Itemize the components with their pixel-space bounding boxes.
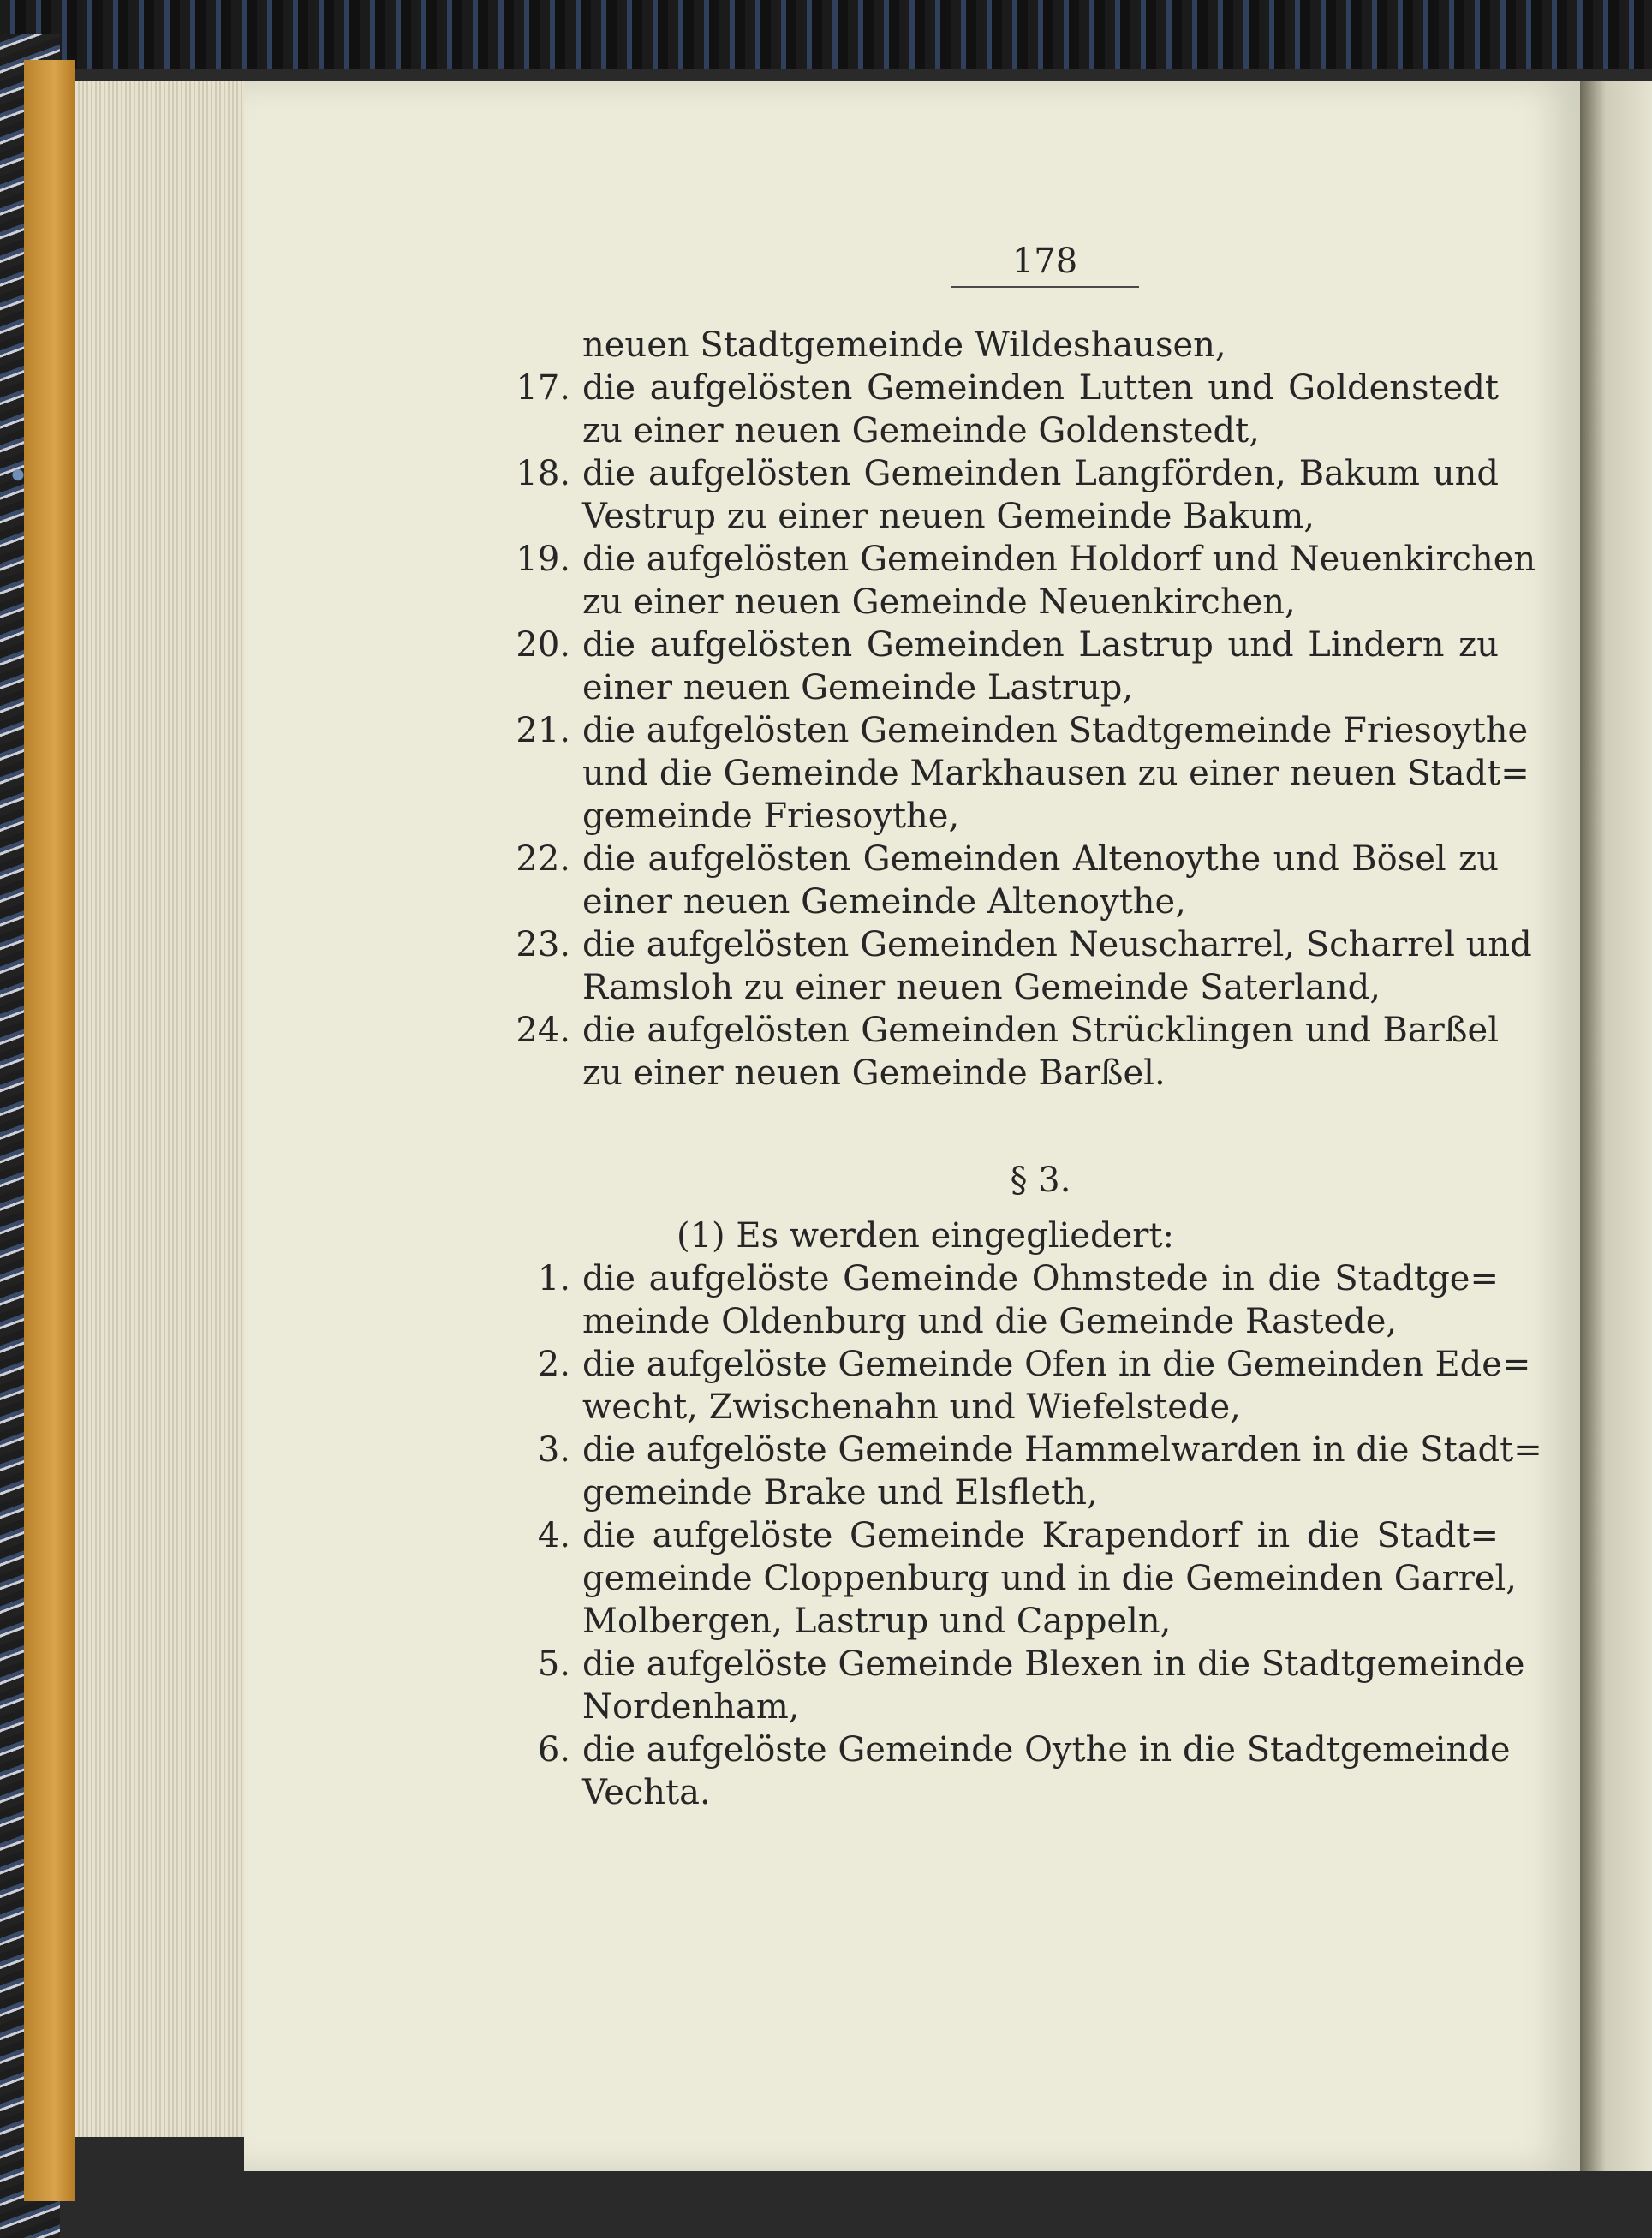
list-item-line — [582, 1300, 1499, 1343]
list-item-line — [582, 324, 1499, 367]
item-text: gemeinde Friesoythe, — [582, 797, 960, 836]
item-text: gemeinde Cloppenburg und in die Gemeinden Garrel, — [582, 1559, 1518, 1598]
incorporation-list — [537, 1257, 1542, 1814]
item-text: zu einer neuen Gemeinde Neuenkirchen, — [582, 582, 1296, 622]
item-text: Vestrup zu einer neuen Gemeinde Bakum, — [582, 497, 1315, 536]
item-text: die aufgelöste Gemeinde Blexen in die Stadtgemeinde — [582, 1644, 1525, 1684]
page-number-rule — [951, 286, 1139, 288]
list-item-line — [582, 966, 1499, 1009]
list-item-line — [537, 1257, 1499, 1300]
item-number: 24. — [516, 1011, 570, 1050]
item-number: 17. — [516, 368, 570, 408]
list-item-line — [537, 1643, 1525, 1686]
item-text: zu einer neuen Gemeinde Barßel. — [582, 1053, 1166, 1093]
municipality-merger-list — [516, 324, 1536, 1095]
list-item-line — [516, 923, 1532, 966]
item-text: wecht, Zwischenahn und Wiefelstede, — [582, 1388, 1241, 1427]
item-text: die aufgelösten Gemeinden Altenoythe und Bösel zu — [582, 839, 1499, 879]
item-text: die aufgelösten Gemeinden Lastrup und Lindern zu — [582, 625, 1499, 665]
item-text: die aufgelösten Gemeinden Stadtgemeinde Friesoythe — [582, 711, 1529, 750]
list-item-line — [582, 1052, 1499, 1095]
list-item-line — [582, 495, 1499, 538]
item-text: neuen Stadtgemeinde Wildeshausen, — [582, 325, 1226, 365]
page-edges — [75, 81, 247, 2137]
list-item-line — [537, 1429, 1542, 1471]
item-text: die aufgelösten Gemeinden Neuscharrel, Scharrel und — [582, 925, 1532, 964]
item-text: die aufgelöste Gemeinde Krapendorf in die Stadt= — [582, 1516, 1499, 1555]
item-number: 1. — [537, 1259, 570, 1298]
item-number: 21. — [516, 711, 570, 750]
list-item-line — [582, 1600, 1499, 1643]
list-item-line — [516, 838, 1499, 880]
item-number: 3. — [537, 1430, 570, 1470]
facing-page-edge — [1580, 81, 1652, 2171]
item-text: Nordenham, — [582, 1687, 800, 1727]
item-text: Ramsloh zu einer neuen Gemeinde Saterland, — [582, 968, 1381, 1007]
item-text: die aufgelöste Gemeinde Ofen in die Gemeinden Ede= — [582, 1345, 1531, 1384]
item-text: gemeinde Brake und Elsfleth, — [582, 1473, 1098, 1513]
list-item-line — [582, 880, 1499, 923]
item-text: einer neuen Gemeinde Altenoythe, — [582, 882, 1186, 922]
list-item-line — [516, 1009, 1499, 1052]
item-text: Vechta. — [582, 1773, 711, 1812]
item-text: meinde Oldenburg und die Gemeinde Rastede, — [582, 1302, 1398, 1341]
section-heading: § 3. — [1010, 1161, 1071, 1200]
item-text: die aufgelösten Gemeinden Strücklingen und Barßel — [582, 1011, 1499, 1050]
item-text: die aufgelöste Gemeinde Oythe in die Stadtgemeinde — [582, 1730, 1511, 1770]
section-intro: (1) Es werden eingegliedert: — [677, 1216, 1174, 1256]
item-number: 4. — [537, 1516, 570, 1555]
book-cover-top — [0, 0, 1652, 69]
item-text: die aufgelösten Gemeinden Langförden, Bakum und — [582, 454, 1499, 493]
list-item-line — [582, 1386, 1499, 1429]
book-binding — [24, 60, 75, 2201]
list-item-line — [582, 409, 1499, 452]
list-item-line — [582, 1471, 1499, 1514]
item-text: Molbergen, Lastrup und Cappeln, — [582, 1602, 1172, 1641]
list-item-line — [516, 624, 1499, 666]
item-text: die aufgelöste Gemeinde Ohmstede in die Stadtge= — [582, 1259, 1499, 1298]
list-item-line — [537, 1343, 1531, 1386]
item-text: die aufgelösten Gemeinden Lutten und Goldenstedt — [582, 368, 1499, 408]
list-item-line — [582, 1686, 1499, 1728]
item-number: 20. — [516, 625, 570, 665]
list-item-line — [516, 452, 1499, 495]
list-item-line — [582, 666, 1499, 709]
item-number: 2. — [537, 1345, 570, 1384]
list-item-line — [516, 367, 1499, 409]
list-item-line — [582, 581, 1499, 624]
item-number: 18. — [516, 454, 570, 493]
item-number: 23. — [516, 925, 570, 964]
item-text: die aufgelöste Gemeinde Hammelwarden in die Stadt= — [582, 1430, 1542, 1470]
list-item-line — [537, 1728, 1511, 1771]
list-item-line — [537, 1514, 1499, 1557]
page-text — [516, 324, 1542, 1814]
item-number: 5. — [537, 1644, 570, 1684]
item-text: einer neuen Gemeinde Lastrup, — [582, 668, 1134, 707]
list-item-line — [516, 538, 1536, 581]
page-number: 178 — [1011, 242, 1078, 281]
item-number: 19. — [516, 540, 570, 579]
item-number: 22. — [516, 839, 570, 879]
list-item-line — [516, 709, 1529, 752]
list-item-line — [582, 1557, 1518, 1600]
item-text: die aufgelösten Gemeinden Holdorf und Neuenkirchen — [582, 540, 1536, 579]
item-number: 6. — [537, 1730, 570, 1770]
list-item-line — [582, 795, 1499, 838]
item-text: und die Gemeinde Markhausen zu einer neuen Stadt= — [582, 754, 1530, 793]
list-item-line — [582, 1771, 1499, 1814]
list-item-line — [582, 752, 1530, 795]
item-text: zu einer neuen Gemeinde Goldenstedt, — [582, 411, 1260, 451]
